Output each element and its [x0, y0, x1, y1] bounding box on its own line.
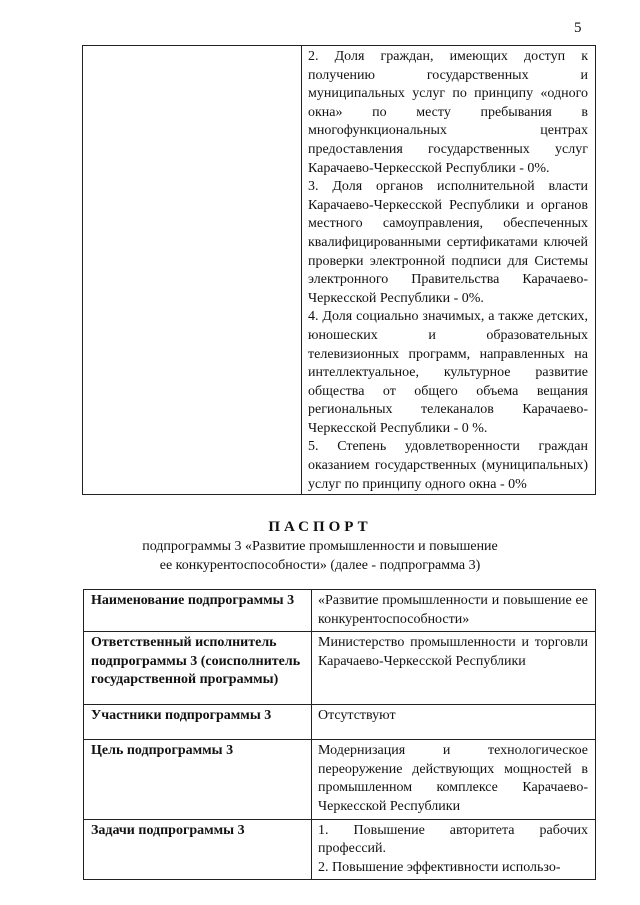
table-row — [84, 705, 596, 740]
row-label: Участники подпрограммы 3 — [84, 705, 312, 740]
passport-title: ПАСПОРТ — [268, 519, 372, 535]
table-row — [83, 46, 596, 495]
table-row — [84, 740, 596, 819]
row-value: Модернизация и технологическое переоружение действующих мощностей в промышленном комплексе Карачаево-Черкесской Республики — [312, 740, 596, 819]
passport-table — [83, 589, 596, 880]
row-value: Отсутствуют — [312, 705, 596, 740]
indicator-item: 3. Доля органов исполнительной власти Карачаево-Черкесской Республики и органов местного самоуправления, обеспеченных квалифицированными сертификатами ключей проверки электронной подписи для Системы электронного Правительства Карачаево-Черкесской Республики - 0%. — [308, 179, 588, 306]
row-label: Наименование подпрограммы 3 — [84, 590, 312, 632]
task-item: 2. Повышение эффективности использо- — [318, 859, 561, 875]
row-value: Министерство промышленности и торговли Карачаево-Черкесской Республики — [312, 632, 596, 705]
passport-subtitle-line2: ее конкурентоспособности» (далее - подпрограмма 3) — [159, 558, 481, 573]
indicators-table — [82, 45, 596, 495]
row-label: Задачи подпрограммы 3 — [84, 819, 312, 880]
indicator-item: 4. Доля социально значимых, а также детских, юношеских и образовательных телевизионных программ, направленных на интеллектуальное, культурное развитие общества от общего объема вещания региональных телеканалов Карачаево-Черкесской Республики - 0 %. — [308, 309, 588, 436]
empty-label-cell — [83, 46, 302, 495]
table-row — [84, 590, 596, 632]
row-label: Ответственный исполнитель подпрограммы 3 (соисполнитель государственной программы) — [84, 632, 312, 705]
row-label: Цель подпрограммы 3 — [84, 740, 312, 819]
indicator-item: 5. Степень удовлетворенности граждан оказанием государственных (муниципальных) услуг по принципу одного окна - 0% — [308, 439, 588, 492]
table-row — [84, 632, 596, 705]
table-row — [84, 819, 596, 880]
indicator-item: 2. Доля граждан, имеющих доступ к получению государственных и муниципальных услуг по принципу «одного окна» по месту пребывания в многофункциональных центрах предоставления государственных услуг Карачаево-Черкесской Республики - 0%. — [308, 49, 588, 176]
row-value: «Развитие промышленности и повышение ее конкурентоспособности» — [312, 590, 596, 632]
page-number: 5 — [574, 20, 582, 36]
passport-subtitle-line1: подпрограммы 3 «Развитие промышленности и повышение — [142, 539, 498, 554]
indicators-cell — [302, 46, 596, 495]
row-value — [312, 819, 596, 880]
task-item: 1. Повышение авторитета рабочих профессий. — [318, 822, 588, 857]
